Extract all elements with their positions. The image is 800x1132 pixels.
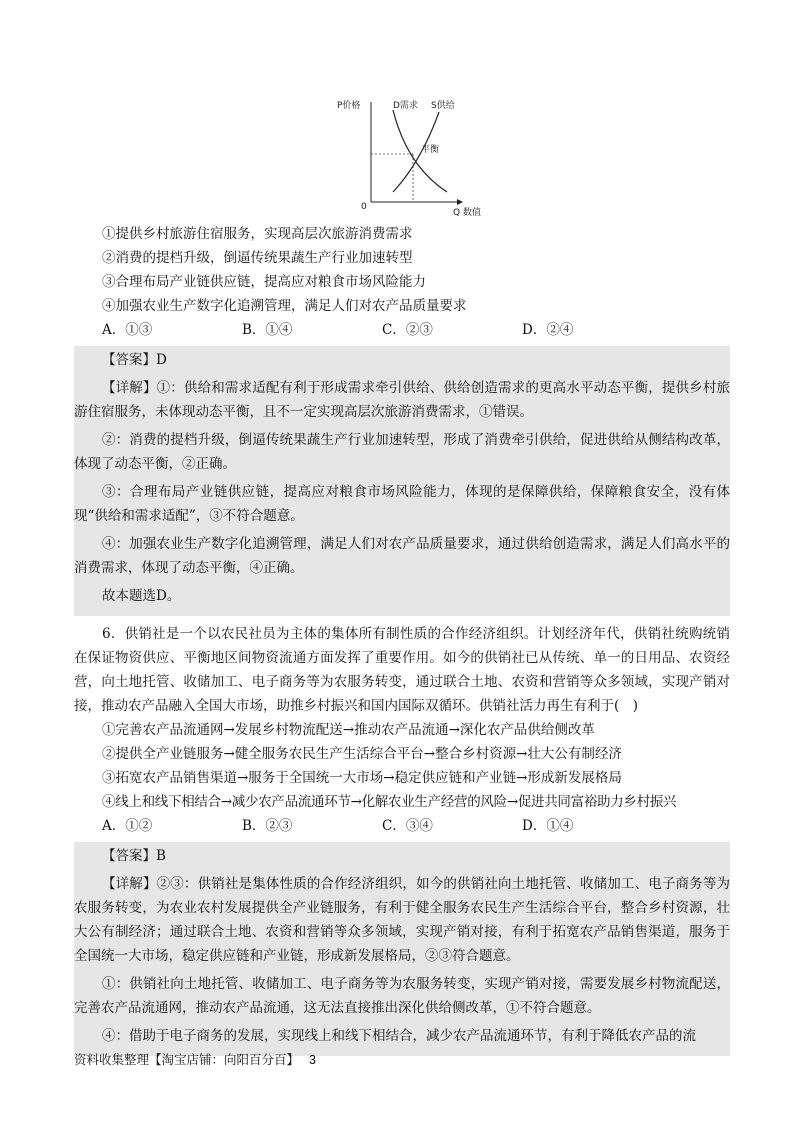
page-content — [74, 222, 730, 1056]
q6-explain-3: ④：借助于电子商务的发展，实现线上和线下相结合，减少农产品流通环节，有利于降低农产品的流 — [102, 1028, 696, 1044]
q6-option-1: ①完善农产品流通网→发展乡村物流配送→推动农产品流通→深化农产品供给侧改革 — [102, 722, 595, 738]
q5-explain-3: ③：合理布局产业链供应链，提高应对粮食市场风险能力，体现的是保障供给，保障粮食安全，没有体现“供给和需求适配”，③不符合题意。 — [74, 484, 730, 524]
q6-choice-d: D．①④ — [522, 818, 574, 834]
origin-label: 0 — [361, 202, 367, 212]
q6-choices — [74, 814, 730, 838]
supply-label: S供给 — [431, 101, 455, 111]
q6-explain-1: 【详解】②③：供销社是集体性质的合作经济组织，如今的供销社向土地托管、收储加工、电子商务等为农服务转变，为农业农村发展提供全产业链服务，有利于健全服务农民生产生活综合平台，整合乡村资源，壮大公有制经济；通过联合土地、农资和营销等众多领域，实现产销对接，有利于拓宽农产品销售渠道，服务于全国统一大市场，稳定供应链和产业链，形成新发展格局，②③符合题意。 — [74, 876, 730, 964]
q6-option-3: ③拓宽农产品销售渠道→服务于全国统一大市场→稳定供应链和产业链→形成新发展格局 — [102, 770, 622, 786]
supply-demand-figure — [335, 96, 485, 220]
price-axis-label: P价格 — [337, 101, 361, 111]
q5-choices — [74, 318, 730, 342]
q5-answer: 【答案】D — [102, 352, 167, 368]
q5-choice-d: D．②④ — [522, 322, 574, 338]
q5-explain-1: 【详解】①：供给和需求适配有利于形成需求牵引供给、供给创造需求的更高水平动态平衡，提供乡村旅游住宿服务，未体现动态平衡，且不一定实现高层次旅游消费需求，①错误。 — [74, 380, 730, 420]
q5-option-3: ③合理布局产业链供应链，提高应对粮食市场风险能力 — [102, 274, 426, 290]
q6-choice-c: C．③④ — [382, 818, 433, 834]
q6-option-4: ④线上和线下相结合→减少农产品流通环节→化解农业生产经营的风险→促进共同富裕助力乡村振兴 — [102, 794, 677, 810]
q5-answer-block — [74, 346, 730, 616]
page-footer — [74, 1050, 316, 1068]
q6-choice-a: A．①② — [102, 818, 153, 834]
quantity-axis-label: Q 数值 — [453, 208, 481, 218]
q5-explain-5: 故本题选D。 — [102, 588, 181, 604]
q6-choice-b: B．②③ — [242, 818, 293, 834]
footer-source: 资料收集整理【淘宝店铺：向阳百分百】 — [74, 1053, 300, 1067]
q5-choice-c: C．②③ — [382, 322, 433, 338]
q6-stem: 6．供销社是一个以农民社员为主体的集体所有制性质的合作经济组织。计划经济年代，供销社统购统销在保证物资供应、平衡地区间物资流通方面发挥了重要作用。如今的供销社已从传统、单一的日用品、农资经营，向土地托管、收储加工、电子商务等为农服务转变，通过联合土地、农资和营销等众多领域，实现产销对接，推动农产品融入全国大市场，助推乡村振兴和国内国际双循环。供销社活力再生有利于( ) — [74, 626, 730, 714]
q5-option-1: ①提供乡村旅游住宿服务，实现高层次旅游消费需求 — [102, 226, 413, 242]
q5-option-4: ④加强农业生产数字化追溯管理，满足人们对农产品质量要求 — [102, 298, 467, 314]
equilibrium-label: 平衡 — [421, 145, 440, 155]
q6-answer: 【答案】B — [102, 848, 166, 864]
x-axis-arrow — [457, 199, 463, 205]
q5-explain-4: ④：加强农业生产数字化追溯管理，满足人们对农产品质量要求，通过供给创造需求，满足人们高水平的消费需求，体现了动态平衡，④正确。 — [74, 536, 730, 576]
q6-explain-2: ①：供销社向土地托管、收储加工、电子商务等为农服务转变，实现产销对接，需要发展乡村物流配送，完善农产品流通网，推动农产品流通，这无法直接推出深化供给侧改革，①不符合题意。 — [74, 976, 730, 1016]
q5-option-2: ②消费的提档升级，倒逼传统果蔬生产行业加速转型 — [102, 250, 413, 266]
supply-demand-diagram — [335, 96, 485, 220]
q6-answer-block — [74, 842, 730, 1056]
q5-choice-a: A．①③ — [102, 322, 153, 338]
demand-label: D需求 — [393, 101, 418, 111]
q5-choice-b: B．①④ — [242, 322, 293, 338]
q6-option-2: ②提供全产业链服务→健全服务农民生产生活综合平台→整合乡村资源→壮大公有制经济 — [102, 746, 622, 762]
page-number: 3 — [309, 1053, 316, 1067]
q5-explain-2: ②：消费的提档升级，倒逼传统果蔬生产行业加速转型，形成了消费牵引供给，促进供给从侧结构改革，体现了动态平衡，②正确。 — [74, 432, 730, 472]
